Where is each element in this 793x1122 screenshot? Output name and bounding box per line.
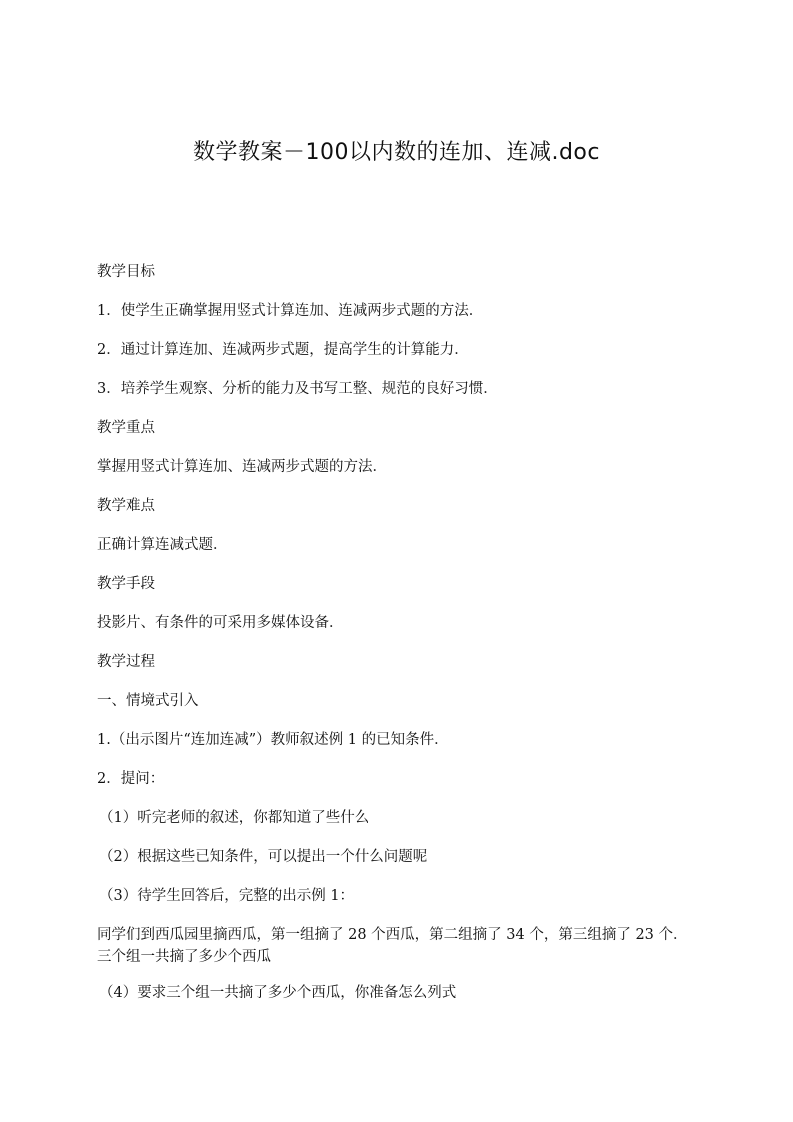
process-question: （3）待学生回答后，完整的出示例 1： xyxy=(99,888,355,904)
document-title: 数学教案－100以内数的连加、连减.doc xyxy=(192,140,600,165)
goals-heading: 教学目标 xyxy=(97,264,155,280)
process-step: 2．提问： xyxy=(97,771,165,787)
means-text: 投影片、有条件的可采用多媒体设备． xyxy=(97,615,344,631)
goal-item: 2．通过计算连加、连减两步式题，提高学生的计算能力． xyxy=(97,342,469,358)
difficulty-text: 正确计算连减式题． xyxy=(97,537,228,553)
process-step: 一、情境式引入 xyxy=(97,693,199,709)
process-question: （4）要求三个组一共摘了多少个西瓜，你准备怎么列式 xyxy=(99,985,457,1001)
focus-heading: 教学重点 xyxy=(97,420,155,436)
process-question: （1）听完老师的叙述，你都知道了些什么 xyxy=(99,810,370,826)
goal-item: 3．培养学生观察、分析的能力及书写工整、规范的良好习惯． xyxy=(97,381,498,397)
focus-text: 掌握用竖式计算连加、连减两步式题的方法． xyxy=(97,459,387,475)
process-question: （2）根据这些已知条件，可以提出一个什么问题呢 xyxy=(99,849,428,865)
goal-item: 1．使学生正确掌握用竖式计算连加、连减两步式题的方法． xyxy=(97,303,484,319)
example-problem: 同学们到西瓜园里摘西瓜，第一组摘了 28 个西瓜，第二组摘了 34 个，第三组摘了 23 个．三个组一共摘了多少个西瓜 xyxy=(97,927,688,965)
difficulty-heading: 教学难点 xyxy=(97,498,155,514)
means-heading: 教学手段 xyxy=(97,576,155,592)
process-step: 1.（出示图片“连加连减”）教师叙述例 1 的已知条件． xyxy=(97,732,449,748)
document-body xyxy=(97,261,697,1021)
process-heading: 教学过程 xyxy=(97,654,155,670)
